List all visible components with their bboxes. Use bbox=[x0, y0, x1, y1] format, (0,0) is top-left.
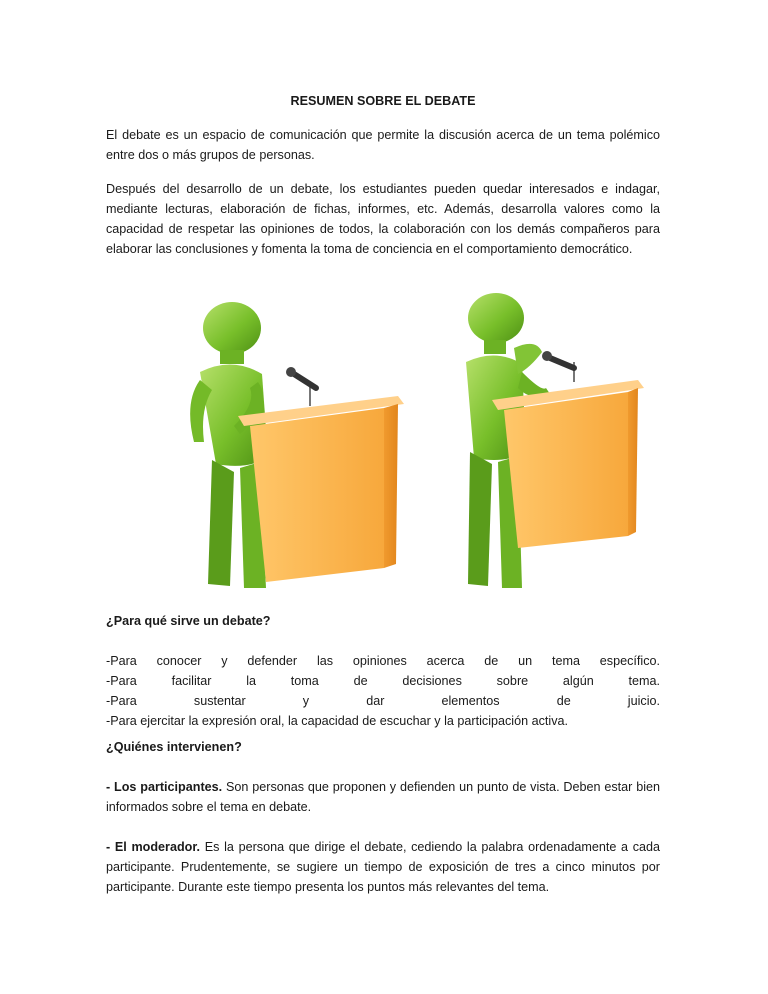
purpose-heading: ¿Para qué sirve un debate? bbox=[106, 614, 271, 628]
participants-heading: ¿Quiénes intervienen? bbox=[106, 740, 242, 754]
benefits-text: Después del desarrollo de un debate, los estudiantes pueden quedar interesados e indagar, mediante lecturas, elaboración de fichas, informes, etc. Además, desarrolla valores como la capacidad de respetar las opiniones de todos, la colaboración con los demás compañeros para elaborar las conclusiones y fomenta la toma de conciencia en el comportamiento democrático. bbox=[106, 182, 660, 256]
participants-definition bbox=[106, 777, 660, 817]
purpose-item-3: -Para sustentar y dar elementos de juicio. bbox=[106, 694, 660, 708]
purpose-item-4: -Para ejercitar la expresión oral, la capacidad de escuchar y la participación activa. bbox=[106, 714, 569, 728]
debate-illustration bbox=[170, 292, 650, 592]
participants-section bbox=[106, 737, 660, 897]
left-microphone bbox=[286, 367, 316, 406]
participants-label: - Los participantes. bbox=[106, 780, 223, 794]
purpose-item-2: -Para facilitar la toma de decisiones sobre algún tema. bbox=[106, 674, 660, 688]
moderator-text: Es la persona que dirige el debate, cediendo la palabra ordenadamente a cada participante. Prudentemente, se sugiere un tiempo de exposición de tres a cinco minutos por participante. Durante este tiempo presenta los puntos más relevantes del tema. bbox=[106, 840, 660, 894]
page-title: RESUMEN SOBRE EL DEBATE bbox=[290, 94, 476, 108]
purpose-section bbox=[106, 611, 660, 731]
intro-text: El debate es un espacio de comunicación que permite la discusión acerca de un tema polémico entre dos o más grupos de personas. bbox=[106, 128, 660, 162]
participants-text: Son personas que proponen y defienden un punto de vista. Deben estar bien informados sobre el tema en debate. bbox=[106, 780, 661, 814]
benefits-paragraph bbox=[106, 179, 660, 259]
purpose-item-1: -Para conocer y defender las opiniones acerca de un tema específico. bbox=[106, 654, 660, 668]
moderator-definition bbox=[106, 837, 660, 897]
right-microphone bbox=[542, 351, 574, 382]
intro-paragraph bbox=[106, 125, 660, 165]
moderator-label: - El moderador. bbox=[106, 840, 201, 854]
